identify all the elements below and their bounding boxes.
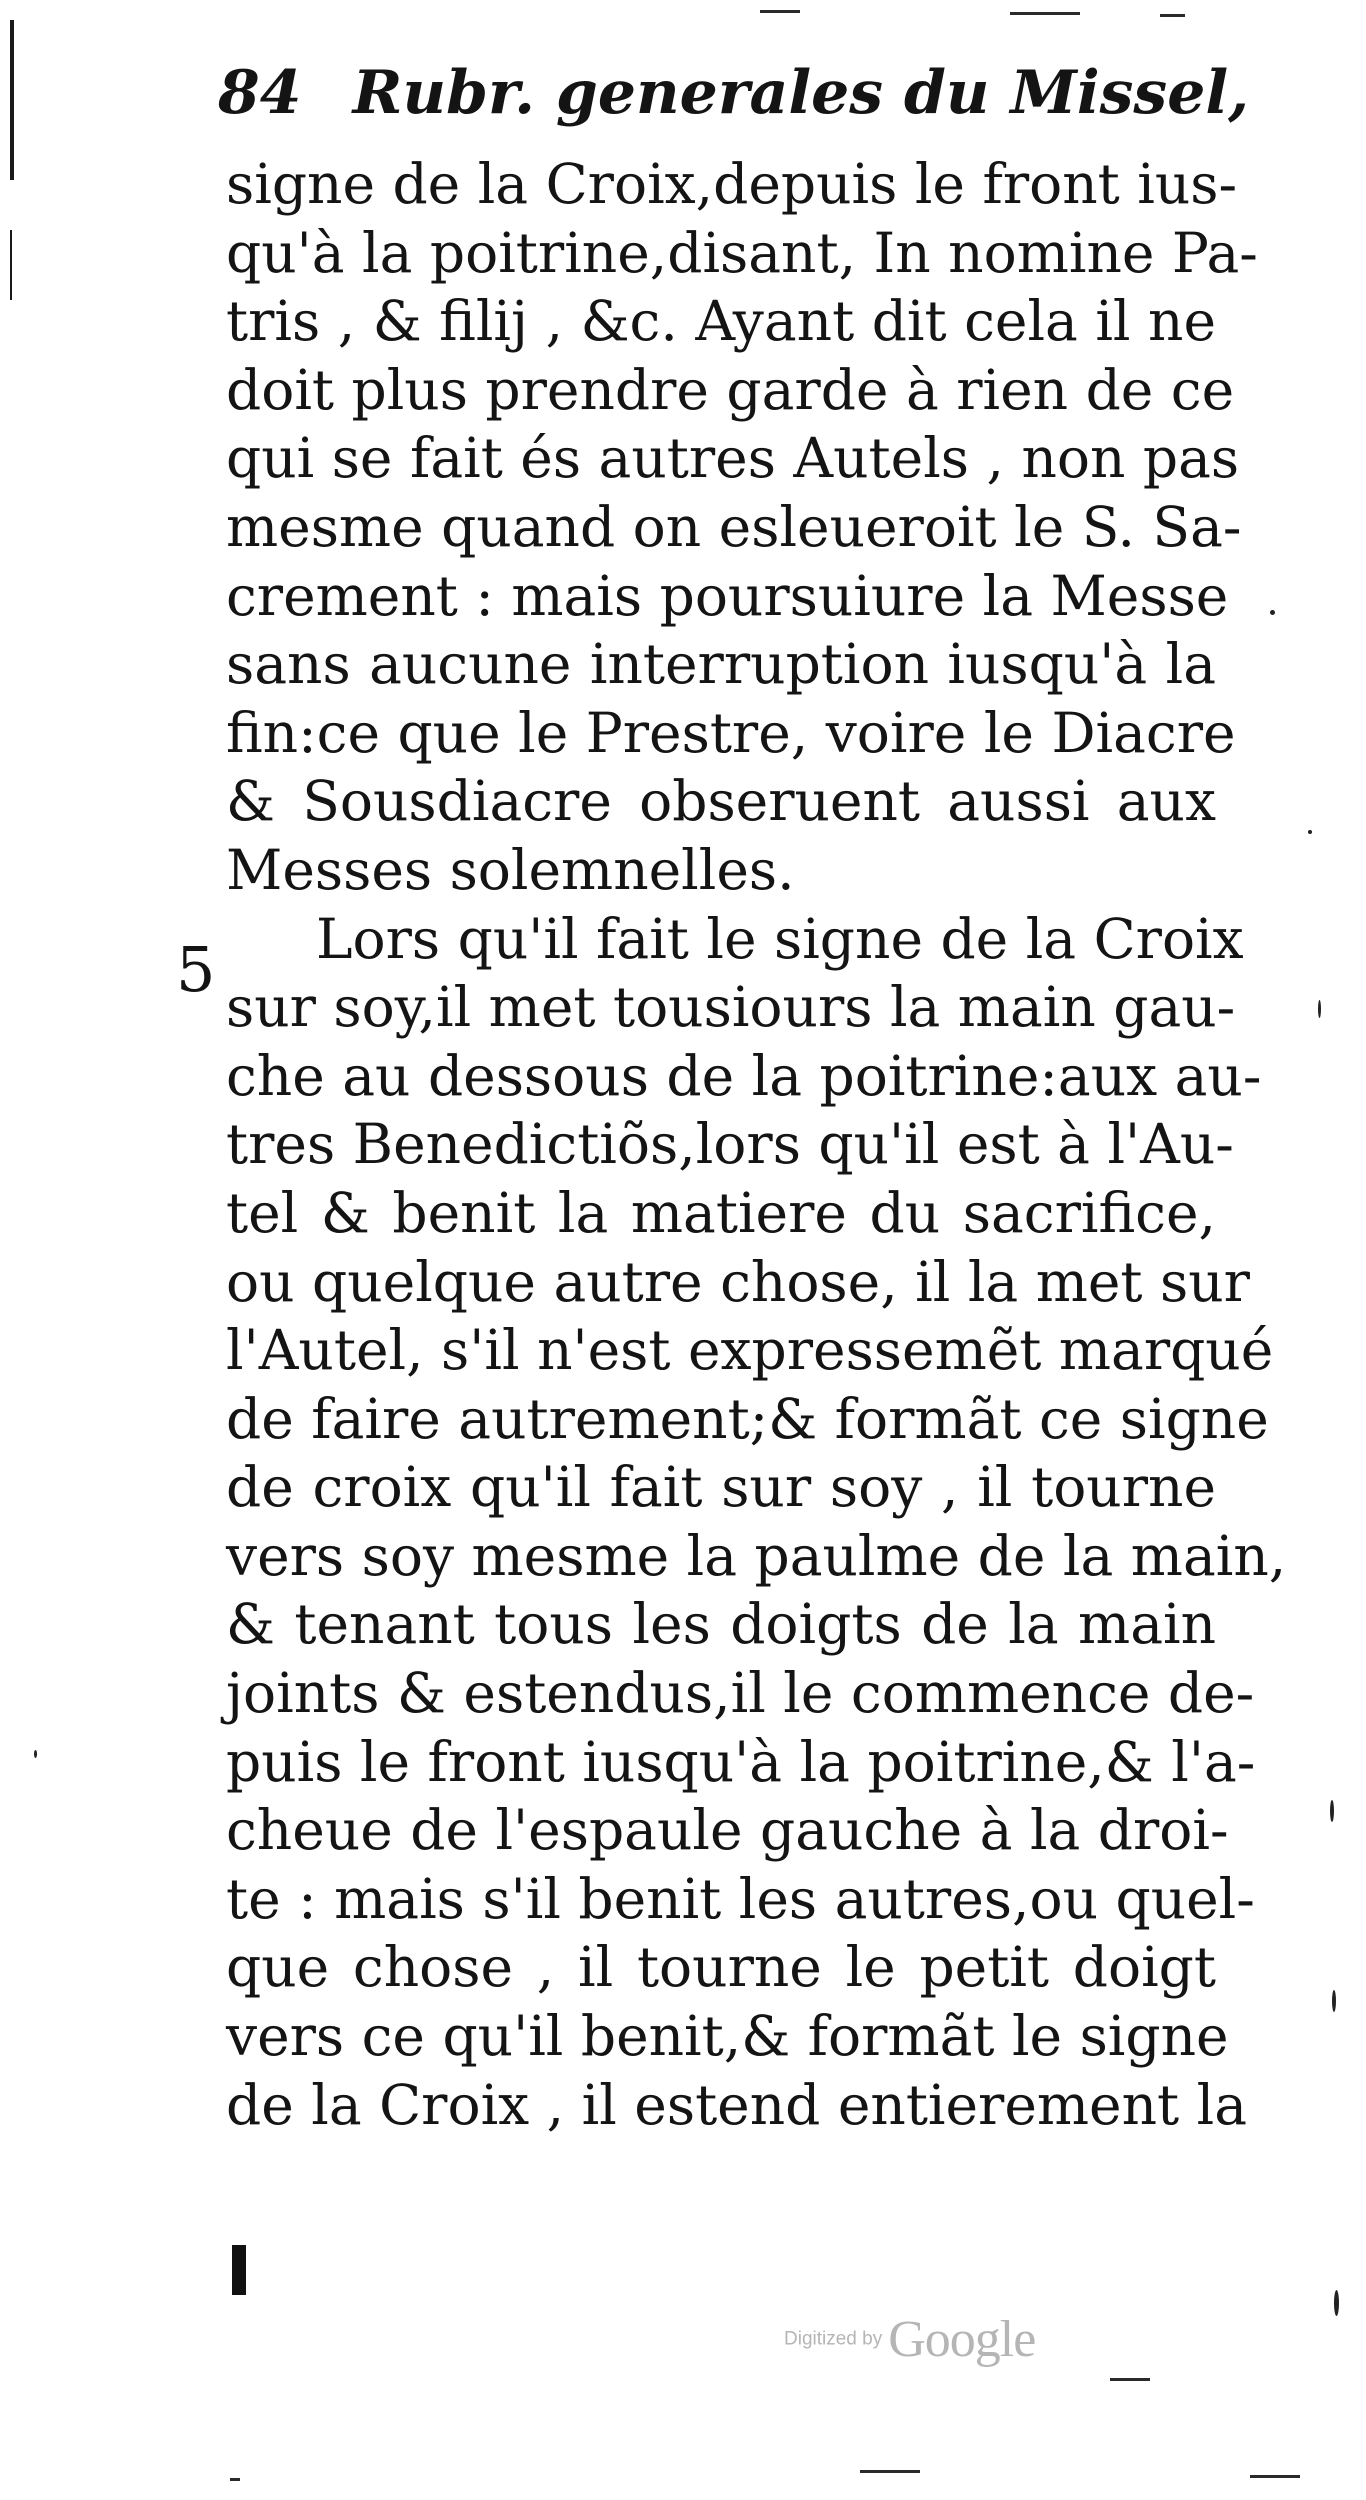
text-line: sur soy,il met tousiours la main gau- — [226, 975, 1236, 1040]
text-line: & Sousdiacre obseruent aussi aux — [226, 769, 1216, 834]
running-title: Rubr. generales du Missel, — [352, 58, 1250, 128]
scan-speck — [34, 1750, 37, 1758]
text-line: de croix qu'il fait sur soy , il tourne — [226, 1455, 1216, 1520]
text-line: & tenant tous les doigts de la main — [226, 1592, 1216, 1657]
scan-edge-line — [10, 20, 14, 180]
scan-speck — [760, 10, 800, 13]
scan-speck — [1318, 1000, 1321, 1018]
scan-speck — [1308, 830, 1312, 834]
text-line: qui se fait és autres Autels , non pas — [226, 426, 1240, 491]
scan-speck — [1160, 14, 1185, 17]
text-line: signe de la Croix,depuis le front ius- — [226, 152, 1238, 216]
text-line: de faire autrement;& formãt ce signe — [226, 1386, 1269, 1451]
text-line: crement : mais poursuiure la Messe — [226, 563, 1229, 628]
text-line: fin:ce que le Prestre, voire le Diacre — [226, 700, 1236, 765]
scan-speck — [1010, 12, 1080, 15]
page-number: 84 — [218, 58, 302, 128]
digitized-by-watermark — [784, 2310, 1035, 2370]
text-line: doit plus prendre garde à rien de ce — [226, 357, 1235, 422]
text-line: tres Benedictiõs,lors qu'il est à l'Au- — [226, 1112, 1234, 1177]
scan-edge-line — [10, 230, 12, 300]
scan-speck — [860, 2470, 920, 2473]
scan-speck — [1330, 1800, 1334, 1822]
text-line: ou quelque autre chose, il la met sur — [226, 1249, 1250, 1314]
text-line: mesme quand on esleueroit le S. Sa- — [226, 494, 1242, 559]
scan-speck — [1332, 1990, 1336, 2012]
scan-mark — [232, 2245, 246, 2295]
text-line: tel & benit la matiere du sacrifice, — [226, 1180, 1216, 1245]
text-line: joints & estendus,il le commence de- — [226, 1661, 1255, 1726]
text-line: che au dessous de la poitrine:aux au- — [226, 1043, 1262, 1108]
text-line: de la Croix , il estend entierement la — [226, 2072, 1247, 2137]
text-line: tris , & filij , &c. Ayant dit cela il ne — [226, 289, 1216, 354]
text-line: que chose , il tourne le petit doigt — [226, 1935, 1216, 2000]
text-line: sans aucune interruption iusqu'à la — [226, 632, 1216, 697]
scan-speck — [1110, 2378, 1150, 2381]
page-header — [218, 58, 1250, 148]
scan-speck — [230, 2478, 240, 2481]
text-line: vers ce qu'il benit,& formãt le signe — [226, 2004, 1229, 2069]
text-line: cheue de l'espaule gauche à la droi- — [226, 1798, 1229, 1863]
google-logo: Google — [888, 2311, 1036, 2368]
text-line: l'Autel, s'il n'est expressemẽt marqué — [226, 1318, 1274, 1383]
text-line: Lors qu'il fait le signe de la Croix — [316, 906, 1244, 971]
scan-speck — [1270, 610, 1275, 615]
scan-speck — [1250, 2475, 1300, 2478]
text-line: vers soy mesme la paulme de la main, — [226, 1523, 1287, 1588]
digitized-by-label: Digitized by — [784, 2328, 883, 2350]
text-line: qu'à la poitrine,disant, In nomine Pa- — [226, 220, 1258, 285]
paragraph-number: 5 — [176, 933, 216, 1006]
text-line: te : mais s'il benit les autres,ou quel- — [226, 1866, 1255, 1931]
text-line: Messes solemnelles. — [226, 837, 795, 902]
body-text — [226, 150, 1287, 2139]
scan-speck — [1334, 2290, 1339, 2316]
text-line: puis le front iusqu'à la poitrine,& l'a- — [226, 1729, 1256, 1794]
